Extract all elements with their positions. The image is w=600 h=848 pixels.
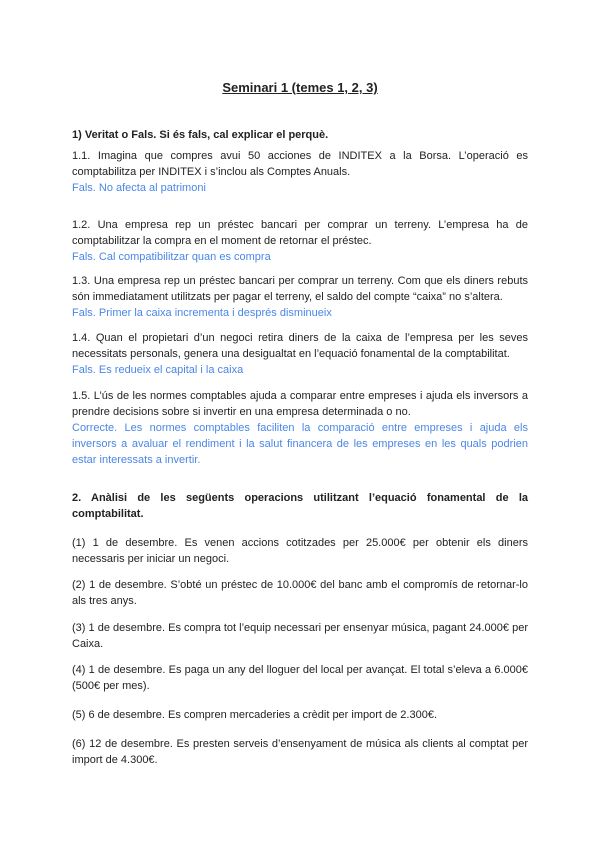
operation-3: (3) 1 de desembre. Es compra tot l’equip necessari per ensenyar música, pagant 24.000€ per Caixa.	[72, 622, 528, 650]
operation-5: (5) 6 de desembre. Es compren mercaderies a crèdit per import de 2.300€.	[72, 709, 438, 721]
operation-2: (2) 1 de desembre. S’obté un préstec de 10.000€ del banc amb el compromís de retornar-lo als tres anys.	[72, 579, 528, 607]
section-2-heading: 2. Anàlisi de les següents operacions utilitzant l’equació fonamental de la comptabilitat.	[72, 492, 528, 520]
answer-text: Fals. Cal compatibilitzar quan es compra	[72, 251, 271, 263]
operation-4: (4) 1 de desembre. Es paga un any del lloguer del local per avançat. El total s’eleva a 6.000€ (500€ per mes).	[72, 664, 528, 692]
question-1-3	[72, 273, 528, 321]
question-1-5	[72, 388, 528, 468]
question-text: 1.5. L’ús de les normes comptables ajuda a comparar entre empreses i ajuda els inversors a prendre decisions sobre si invertir en una empresa determinada o no.	[72, 390, 528, 418]
question-text: 1.4. Quan el propietari d’un negoci retira diners de la caixa de l’empresa per les seves necessitats personals, genera una desigualtat en l’equació fonamental de la comptabilitat.	[72, 332, 528, 360]
question-1-4	[72, 330, 528, 378]
answer-text: Fals. No afecta al patrimoni	[72, 182, 206, 194]
page-title: Seminari 1 (temes 1, 2, 3)	[222, 80, 378, 95]
question-1-1	[72, 148, 528, 196]
question-text: 1.3. Una empresa rep un préstec bancari per comprar un terreny. Com que els diners rebuts són immediatament utilitzats per pagar el terreny, el saldo del compte “caixa” no s’altera.	[72, 275, 528, 303]
section-1-heading: 1) Veritat o Fals. Si és fals, cal explicar el perquè.	[72, 129, 329, 141]
operation-1: (1) 1 de desembre. Es venen accions cotitzades per 25.000€ per obtenir els diners necessaris per iniciar un negoci.	[72, 537, 528, 565]
question-text: 1.2. Una empresa rep un préstec bancari per comprar un terreny. L’empresa ha de comptabilitzar la compra en el moment de retornar el préstec.	[72, 219, 528, 247]
answer-text: Fals. Es redueix el capital i la caixa	[72, 364, 244, 376]
answer-text: Fals. Primer la caixa incrementa i després disminueix	[72, 307, 332, 319]
operation-6: (6) 12 de desembre. Es presten serveis d’ensenyament de música als clients al comptat per import de 4.300€.	[72, 738, 528, 766]
question-1-2	[72, 217, 528, 265]
question-text: 1.1. Imagina que compres avui 50 acciones de INDITEX a la Borsa. L’operació es comptabilitza per INDITEX i s’inclou als Comptes Anuals.	[72, 150, 528, 178]
answer-text: Correcte. Les normes comptables faciliten la comparació entre empreses i ajuda els inversors a avaluar el rendiment i la salut financera de les empreses en les quals podrien estar interessats a invertir.	[72, 422, 528, 466]
